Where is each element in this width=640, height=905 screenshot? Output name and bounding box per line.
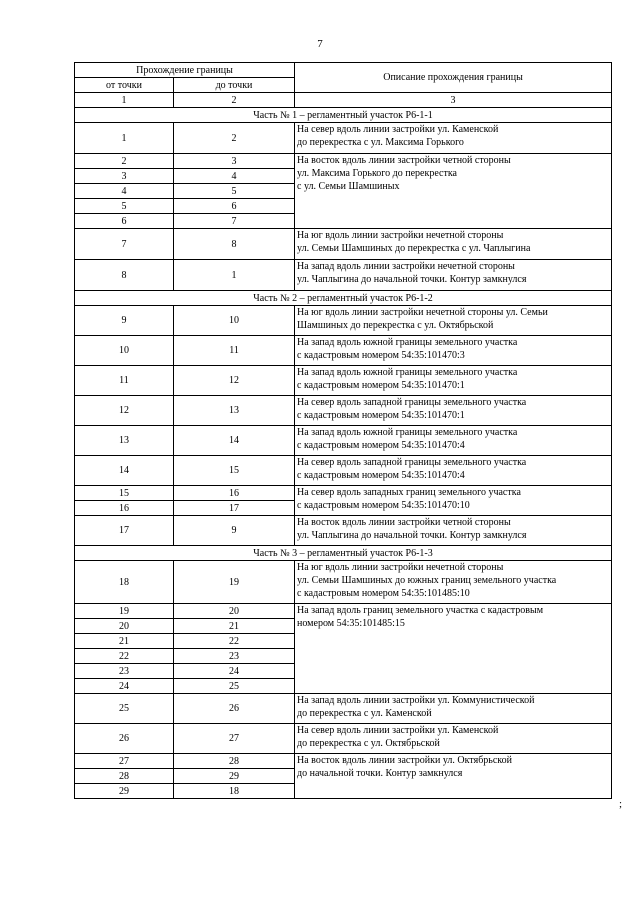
to-point: 24 xyxy=(174,664,295,679)
from-point: 5 xyxy=(75,199,174,214)
to-point: 10 xyxy=(174,306,295,336)
column-number: 3 xyxy=(295,93,612,108)
boundary-description: На восток вдоль линии застройки четной стороны ул. Максима Горького до перекрестка с ул. Семьи Шамшиных xyxy=(295,154,612,229)
to-point: 19 xyxy=(174,561,295,604)
to-point: 25 xyxy=(174,679,295,694)
from-point: 13 xyxy=(75,426,174,456)
from-point: 3 xyxy=(75,169,174,184)
to-point: 13 xyxy=(174,396,295,426)
boundary-description: На север вдоль западных границ земельного участка с кадастровым номером 54:35:101470:10 xyxy=(295,486,612,516)
from-point: 7 xyxy=(75,229,174,260)
to-point: 18 xyxy=(174,784,295,799)
from-point: 14 xyxy=(75,456,174,486)
column-number: 2 xyxy=(174,93,295,108)
to-point: 26 xyxy=(174,694,295,724)
from-point: 29 xyxy=(75,784,174,799)
from-point: 25 xyxy=(75,694,174,724)
to-point: 11 xyxy=(174,336,295,366)
to-point: 15 xyxy=(174,456,295,486)
to-point: 4 xyxy=(174,169,295,184)
to-point: 8 xyxy=(174,229,295,260)
from-point: 10 xyxy=(75,336,174,366)
part-title: Часть № 2 – регламентный участок Р6-1-2 xyxy=(75,291,612,306)
from-point: 19 xyxy=(75,604,174,619)
to-point: 29 xyxy=(174,769,295,784)
header-description: Описание прохождения границы xyxy=(295,63,612,93)
from-point: 16 xyxy=(75,501,174,516)
to-point: 14 xyxy=(174,426,295,456)
from-point: 18 xyxy=(75,561,174,604)
part-title: Часть № 1 – регламентный участок Р6-1-1 xyxy=(75,108,612,123)
to-point: 17 xyxy=(174,501,295,516)
boundary-description: На юг вдоль линии застройки нечетной стороны ул. Семьи Шамшиных до южных границ земельного участка с кадастровым номером 54:35:101485:10 xyxy=(295,561,612,604)
boundary-description: На север вдоль линии застройки ул. Каменской до перекрестка с ул. Максима Горького xyxy=(295,123,612,154)
from-point: 20 xyxy=(75,619,174,634)
from-point: 6 xyxy=(75,214,174,229)
header-from-point: от точки xyxy=(75,78,174,93)
from-point: 27 xyxy=(75,754,174,769)
to-point: 27 xyxy=(174,724,295,754)
header-boundary-passage: Прохождение границы xyxy=(75,63,295,78)
from-point: 17 xyxy=(75,516,174,546)
boundary-description: На запад вдоль границ земельного участка с кадастровым номером 54:35:101485:15 xyxy=(295,604,612,694)
boundary-description: На запад вдоль южной границы земельного участка с кадастровым номером 54:35:101470:4 xyxy=(295,426,612,456)
boundary-description: На юг вдоль линии застройки нечетной стороны ул. Семьи Шамшиных до перекрестка с ул. Чаплыгина xyxy=(295,229,612,260)
from-point: 2 xyxy=(75,154,174,169)
from-point: 22 xyxy=(75,649,174,664)
to-point: 23 xyxy=(174,649,295,664)
boundary-description: На север вдоль западной границы земельного участка с кадастровым номером 54:35:101470:1 xyxy=(295,396,612,426)
to-point: 16 xyxy=(174,486,295,501)
boundary-description: На восток вдоль линии застройки четной стороны ул. Чаплыгина до начальной точки. Контур замкнулся xyxy=(295,516,612,546)
column-number: 1 xyxy=(75,93,174,108)
to-point: 9 xyxy=(174,516,295,546)
to-point: 7 xyxy=(174,214,295,229)
page-number: 7 xyxy=(317,38,323,50)
from-point: 9 xyxy=(75,306,174,336)
from-point: 28 xyxy=(75,769,174,784)
from-point: 21 xyxy=(75,634,174,649)
boundary-description: На юг вдоль линии застройки нечетной стороны ул. Семьи Шамшиных до перекрестка с ул. Октябрьской xyxy=(295,306,612,336)
boundary-table xyxy=(74,62,612,799)
from-point: 11 xyxy=(75,366,174,396)
header-to-point: до точки xyxy=(174,78,295,93)
boundary-description: На запад вдоль южной границы земельного участка с кадастровым номером 54:35:101470:1 xyxy=(295,366,612,396)
boundary-description: На север вдоль западной границы земельного участка с кадастровым номером 54:35:101470:4 xyxy=(295,456,612,486)
boundary-description: На запад вдоль линии застройки нечетной стороны ул. Чаплыгина до начальной точки. Контур замкнулся xyxy=(295,260,612,291)
to-point: 20 xyxy=(174,604,295,619)
from-point: 12 xyxy=(75,396,174,426)
from-point: 15 xyxy=(75,486,174,501)
to-point: 3 xyxy=(174,154,295,169)
to-point: 28 xyxy=(174,754,295,769)
from-point: 4 xyxy=(75,184,174,199)
to-point: 21 xyxy=(174,619,295,634)
boundary-description: На север вдоль линии застройки ул. Каменской до перекрестка с ул. Октябрьской xyxy=(295,724,612,754)
boundary-description: На запад вдоль южной границы земельного участка с кадастровым номером 54:35:101470:3 xyxy=(295,336,612,366)
from-point: 8 xyxy=(75,260,174,291)
part-title: Часть № 3 – регламентный участок Р6-1-3 xyxy=(75,546,612,561)
to-point: 22 xyxy=(174,634,295,649)
to-point: 12 xyxy=(174,366,295,396)
from-point: 23 xyxy=(75,664,174,679)
trailing-semicolon: ; xyxy=(619,798,623,810)
to-point: 5 xyxy=(174,184,295,199)
from-point: 1 xyxy=(75,123,174,154)
to-point: 1 xyxy=(174,260,295,291)
to-point: 6 xyxy=(174,199,295,214)
from-point: 24 xyxy=(75,679,174,694)
boundary-description: На восток вдоль линии застройки ул. Октябрьской до начальной точки. Контур замкнулся xyxy=(295,754,612,799)
boundary-description: На запад вдоль линии застройки ул. Коммунистической до перекрестка с ул. Каменской xyxy=(295,694,612,724)
to-point: 2 xyxy=(174,123,295,154)
from-point: 26 xyxy=(75,724,174,754)
